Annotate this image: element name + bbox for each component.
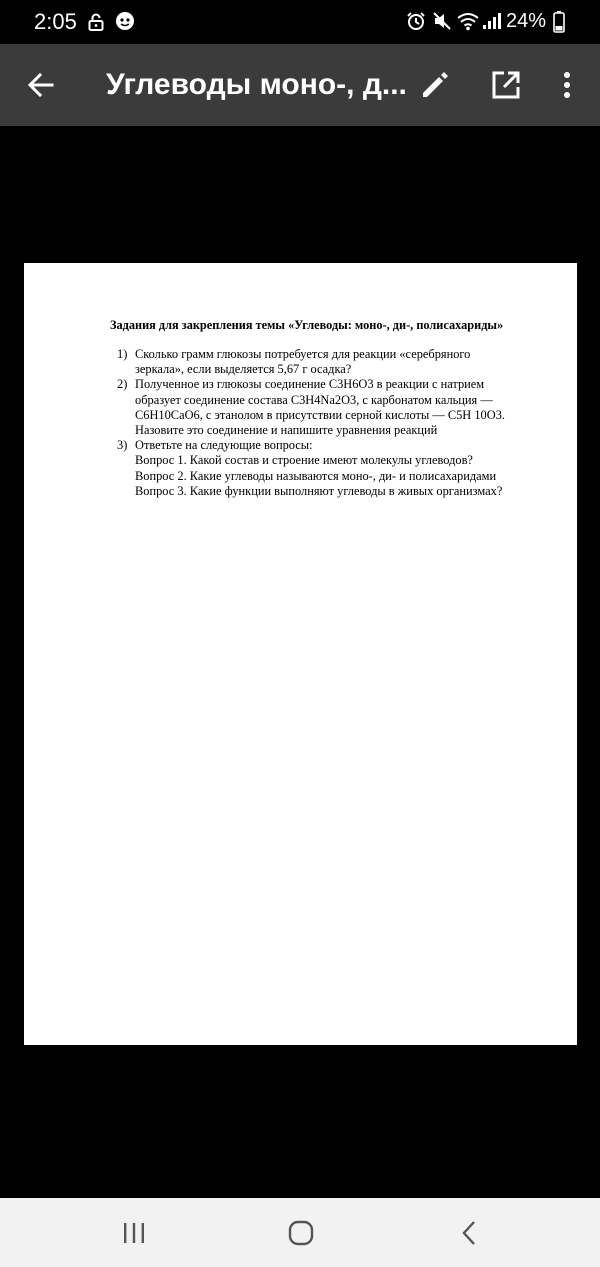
lock-open-icon [88, 13, 104, 31]
task-line: Вопрос 3. Какие функции выполняют углеводы в живых организмах? [135, 483, 503, 498]
task-item-2 [117, 377, 547, 438]
task-number: 3) [117, 438, 128, 453]
document-title: Углеводы моно-, д... [106, 68, 407, 101]
more-vert-icon[interactable] [551, 69, 583, 101]
recent-apps-icon[interactable] [119, 1218, 149, 1248]
document-page[interactable] [24, 263, 577, 1045]
battery-percent: 24% [506, 10, 547, 32]
arrow-left-icon[interactable] [25, 69, 57, 101]
task-line: Назовите это соединение и напишите уравнения реакций [135, 423, 438, 438]
status-time: 2:05 [34, 9, 77, 34]
battery-icon [553, 11, 565, 33]
task-line: Ответьте на следующие вопросы: [135, 438, 313, 453]
task-line: зеркала», если выделяется 5,67 г осадка? [135, 362, 352, 377]
app-notification-icon [115, 11, 135, 31]
task-line: С6Н10СаО6, с этанолом в присутствии серной кислоты — С5Н 10О3. [135, 407, 505, 422]
task-number: 1) [117, 347, 128, 361]
navigation-bar [0, 1198, 600, 1267]
document-viewer[interactable] [0, 126, 600, 1198]
home-icon[interactable] [286, 1218, 316, 1248]
page-heading: Задания для закрепления темы «Углеводы: моно-, ди-, полисахариды» [110, 318, 504, 332]
mute-icon [432, 11, 452, 31]
task-line: Вопрос 1. Какой состав и строение имеют молекулы углеводов? [135, 453, 473, 468]
task-line: образует соединение состава С3Н4Na2О3, с карбонатом кальция — [135, 392, 493, 407]
status-bar [0, 0, 600, 44]
wifi-icon [456, 11, 480, 31]
task-item-1 [117, 347, 547, 377]
alarm-icon [406, 11, 426, 31]
task-line: Сколько грамм глюкозы потребуется для реакции «серебряного [135, 347, 471, 361]
nav-back-icon[interactable] [455, 1218, 485, 1248]
signal-icon [482, 12, 502, 30]
task-line: Вопрос 2. Какие углеводы называются моно-, ди- и полисахаридами [135, 468, 497, 483]
task-item-3 [117, 438, 547, 499]
pencil-icon[interactable] [419, 69, 451, 101]
task-number: 2) [117, 377, 128, 392]
open-in-new-icon[interactable] [490, 69, 522, 101]
task-list [117, 347, 547, 499]
task-line: Полученное из глюкозы соединение С3Н6О3 в реакции с натрием [135, 377, 485, 392]
app-bar [0, 44, 600, 126]
